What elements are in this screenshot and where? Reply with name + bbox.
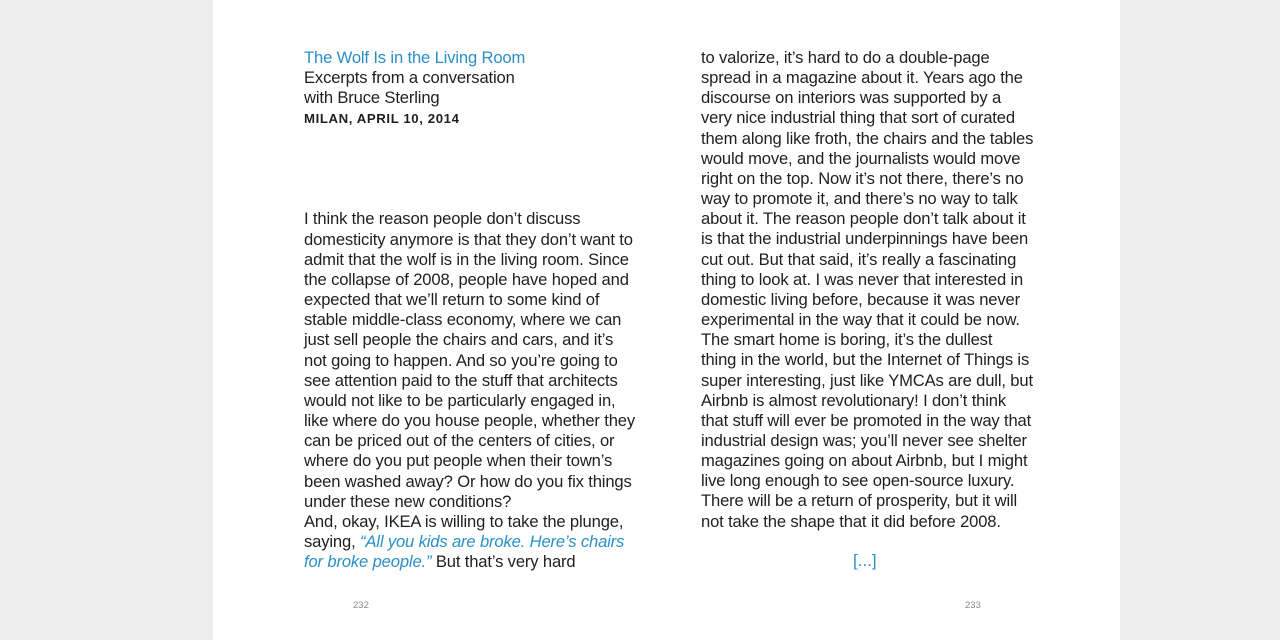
book-spread	[213, 0, 1120, 640]
body-line: admit that the wolf is in the living room. Since	[304, 249, 629, 269]
body-line: way to promote it, and there’s no way to talk	[701, 189, 1018, 209]
article-subtitle-line-2: with Bruce Sterling	[304, 88, 440, 108]
body-line: I think the reason people don’t discuss	[304, 209, 581, 229]
body-line: is that the industrial underpinnings have been	[701, 229, 1029, 249]
body-line: Airbnb is almost revolutionary! I don’t think	[701, 390, 1006, 410]
page-number-right: 233	[965, 600, 981, 611]
body-line: The smart home is boring, it’s the dullest	[701, 330, 993, 350]
body-line: cut out. But that said, it’s really a fascinating	[701, 249, 1017, 269]
body-line: can be priced out of the centers of cities, or	[304, 431, 615, 451]
body-line: And, okay, IKEA is willing to take the plunge,	[304, 511, 624, 531]
body-line: to valorize, it’s hard to do a double-page	[701, 48, 990, 67]
body-line: just sell people the chairs and cars, and it’s	[304, 330, 614, 350]
body-line: that stuff will ever be promoted in the way that	[701, 410, 1032, 430]
body-line: magazines going on about Airbnb, but I might	[701, 451, 1028, 471]
article-title: The Wolf Is in the Living Room	[304, 48, 526, 67]
body-line-with-quote	[304, 532, 644, 552]
body-line: There will be a return of prosperity, but it will	[701, 491, 1018, 511]
body-line: industrial design was; you’ll never see shelter	[701, 430, 1027, 450]
body-line: would move, and the journalists would move	[701, 148, 1021, 168]
body-line: the collapse of 2008, people have hoped and	[304, 269, 629, 289]
body-line: super interesting, just like YMCAs are dull, but	[701, 370, 1033, 390]
body-line: live long enough to see open-source luxury.	[701, 471, 1015, 491]
body-line: not take the shape that it did before 2008.	[701, 511, 1001, 531]
body-line: experimental in the way that it could be now.	[701, 310, 1020, 330]
left-body-text	[304, 209, 644, 572]
body-line: domestic living before, because it was never	[701, 289, 1020, 309]
body-line: domesticity anymore is that they don’t want to	[304, 229, 633, 249]
body-line: spread in a magazine about it. Years ago the	[701, 68, 1023, 88]
body-line: been washed away? Or how do you fix things	[304, 471, 632, 491]
body-line: stable middle-class economy, where we can	[304, 310, 622, 330]
body-line: not going to happen. And so you’re going to	[304, 350, 618, 370]
body-line: like where do you house people, whether they	[304, 411, 636, 431]
body-text: saying,	[304, 531, 360, 551]
right-page-column	[701, 48, 1041, 532]
body-line: right on the top. Now it’s not there, there’s no	[701, 168, 1024, 188]
left-page-column	[304, 48, 644, 572]
body-line: under these new conditions?	[304, 491, 512, 511]
body-line: thing in the world, but the Internet of Things is	[701, 350, 1030, 370]
continuation-ellipsis: [...]	[853, 551, 877, 570]
body-line: discourse on interiors was supported by a	[701, 88, 1002, 108]
body-line-with-quote	[304, 552, 644, 572]
pull-quote: for broke people.”	[304, 552, 432, 572]
body-line: about it. The reason people don’t talk about it	[701, 209, 1026, 229]
body-text: But that’s very hard	[431, 552, 576, 572]
page-number-left: 232	[353, 600, 369, 611]
body-line: very nice industrial thing that sort of curated	[701, 108, 1015, 128]
pull-quote: “All you kids are broke. Here’s chairs	[360, 531, 625, 551]
article-subtitle-line-1: Excerpts from a conversation	[304, 68, 515, 88]
body-line: them along like froth, the chairs and the tables	[701, 128, 1034, 148]
body-line: would not like to be particularly engaged in,	[304, 390, 616, 410]
body-line: see attention paid to the stuff that architects	[304, 370, 618, 390]
body-line: expected that we’ll return to some kind of	[304, 290, 600, 310]
body-line: thing to look at. I was never that interested in	[701, 269, 1024, 289]
body-line: where do you put people when their town’s	[304, 451, 613, 471]
dateline: MILAN, APRIL 10, 2014	[304, 111, 460, 127]
